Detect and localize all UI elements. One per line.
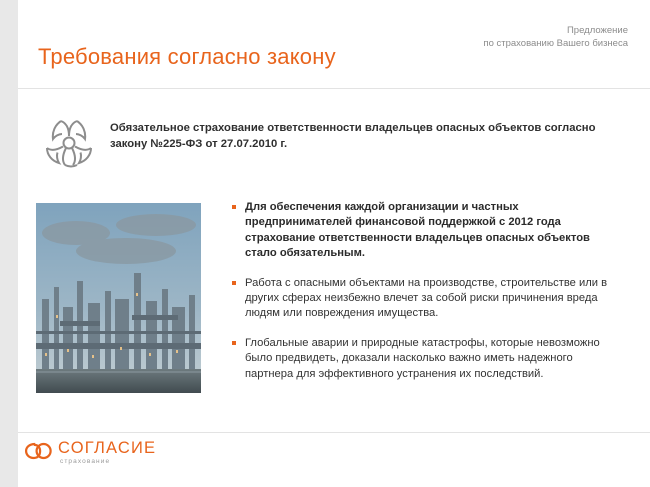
company-logo [24, 439, 194, 473]
header-note-line2: по страхованию Вашего бизнеса [483, 38, 628, 49]
biohazard-icon [44, 118, 94, 168]
divider-top [18, 88, 650, 89]
logo-mark-icon [24, 441, 52, 461]
divider-bottom [18, 432, 650, 433]
list-item-text: Работа с опасными объектами на производстве, строительстве или в других сферах неизбежно влечет за собой риски причинения вреда людям или повреждения имущества. [245, 276, 608, 320]
bullet-marker-icon [232, 205, 236, 209]
header-note [483, 24, 628, 50]
left-accent-bar [0, 0, 18, 487]
lead-paragraph: Обязательное страхование ответственности владельцев опасных объектов согласно закону №225-ФЗ от 27.07.2010 г. [110, 122, 596, 150]
header-note-line1: Предложение [566, 25, 628, 36]
list-item-text: Глобальные аварии и природные катастрофы, которые невозможно было предвидеть, доказали насколько важно иметь надежного партнера для эффективного устранения их последствий. [245, 336, 600, 380]
logo-subtitle-text: страхование [60, 458, 111, 465]
bullet-list [232, 200, 624, 396]
list-item [232, 200, 624, 262]
logo-brand-text: СОГЛАСИЕ [58, 439, 157, 457]
page-title: Требования согласно закону [38, 44, 336, 69]
list-item [232, 276, 624, 322]
list-item-text: Для обеспечения каждой организации и частных предпринимателей финансовой поддержкой с 2012 года страхование ответственности владельцев опасных объектов стало обязательным. [245, 201, 590, 260]
bullet-marker-icon [232, 281, 236, 285]
bullet-marker-icon [232, 341, 236, 345]
list-item [232, 336, 624, 382]
industrial-plant-photo [36, 203, 201, 393]
